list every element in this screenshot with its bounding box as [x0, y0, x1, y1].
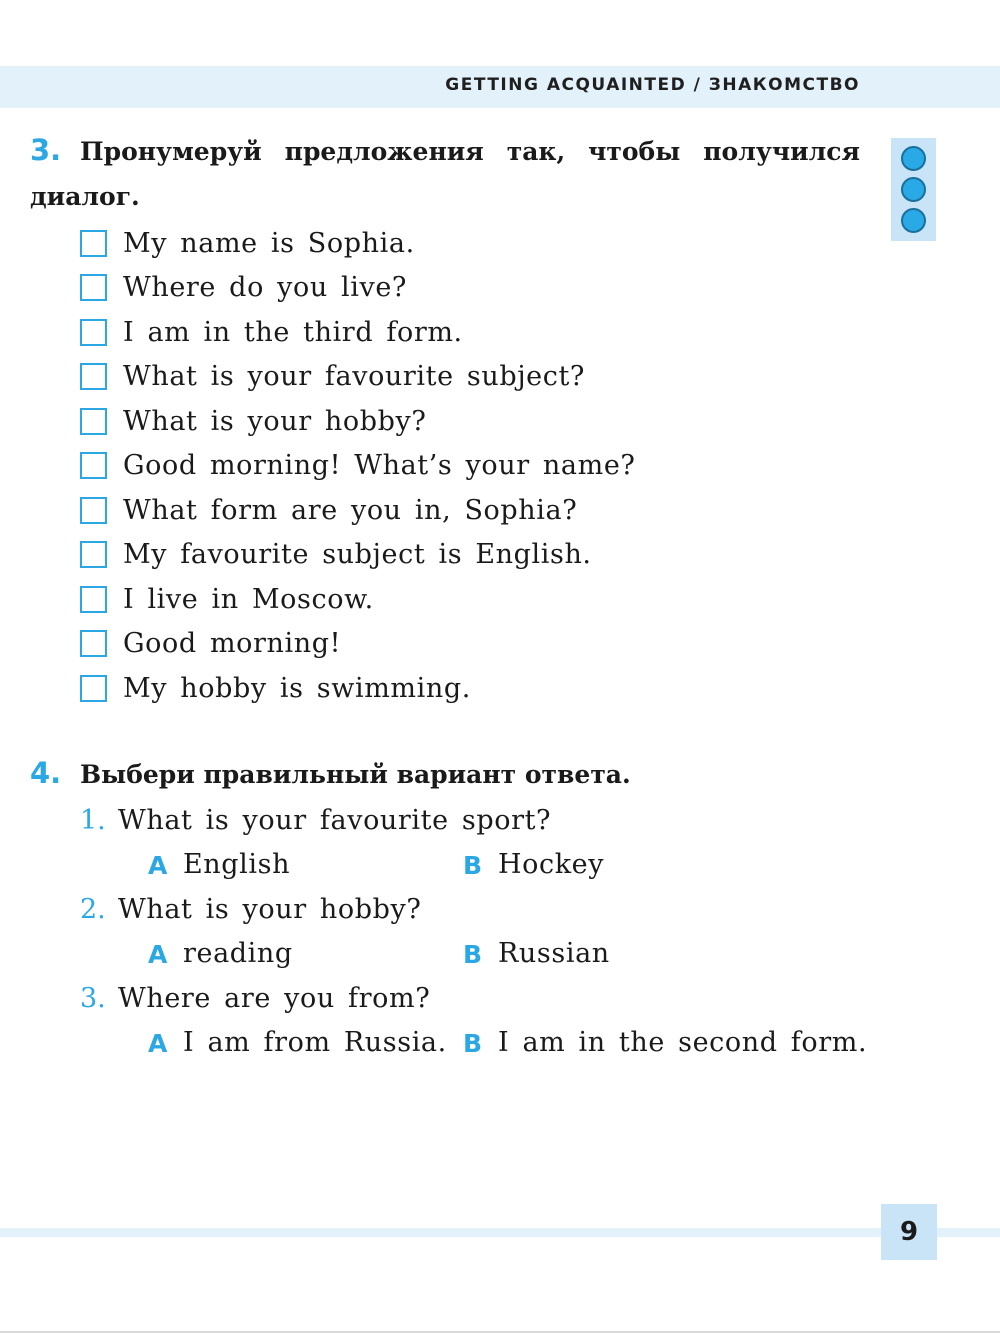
question-number: 3.	[80, 983, 106, 1014]
option-b-label[interactable]: B	[463, 940, 483, 969]
dialog-item	[80, 538, 592, 570]
option-b-label[interactable]: B	[463, 1029, 483, 1058]
difficulty-dot-icon	[901, 208, 926, 233]
dialog-item-text: Good morning! What’s your name?	[123, 449, 636, 481]
difficulty-dot-icon	[901, 146, 926, 171]
question-text: What is your favourite sport?	[118, 805, 552, 836]
dialog-item	[80, 271, 407, 303]
dialog-item-text: I live in Moscow.	[123, 583, 374, 615]
option-b-text[interactable]: Russian	[498, 938, 610, 969]
number-box[interactable]	[80, 274, 107, 301]
task-3-number: 3.	[30, 133, 62, 167]
number-box[interactable]	[80, 363, 107, 390]
dialog-item	[80, 627, 341, 659]
option-a-label[interactable]: A	[148, 1029, 168, 1058]
option-a-text[interactable]: reading	[183, 938, 293, 969]
number-box[interactable]	[80, 497, 107, 524]
footer-band	[0, 1228, 1000, 1237]
task-3-title-word: чтобы	[588, 137, 681, 166]
number-box[interactable]	[80, 675, 107, 702]
option-b-label[interactable]: B	[463, 851, 483, 880]
dialog-item	[80, 227, 415, 259]
task-4-title: Выбери правильный вариант ответа.	[80, 760, 631, 789]
option-b-text[interactable]: Hockey	[498, 849, 605, 880]
option-a-text[interactable]: English	[183, 849, 291, 880]
dialog-item-text: My favourite subject is English.	[123, 538, 592, 570]
dialog-item	[80, 583, 374, 615]
dialog-item	[80, 672, 471, 704]
question-text: Where are you from?	[118, 983, 431, 1014]
task-3-title-word: так,	[506, 137, 566, 166]
dialog-item	[80, 449, 635, 481]
question-text: What is your hobby?	[118, 894, 422, 925]
dialog-item	[80, 316, 463, 348]
task-3-title-line2: диалог.	[30, 182, 140, 211]
task-3-title-word: предложения	[284, 137, 484, 166]
dialog-item-text: What is your favourite subject?	[123, 360, 585, 392]
dialog-item-text: I am in the third form.	[123, 316, 463, 348]
task-3-title-word: Пронумеруй	[80, 137, 262, 166]
number-box[interactable]	[80, 319, 107, 346]
dialog-item-text: Where do you live?	[123, 271, 407, 303]
option-a-text[interactable]: I am from Russia.	[183, 1027, 447, 1058]
number-box[interactable]	[80, 541, 107, 568]
number-box[interactable]	[80, 452, 107, 479]
dialog-item	[80, 494, 577, 526]
difficulty-indicator	[891, 138, 936, 241]
question-number: 2.	[80, 894, 106, 925]
task-3-title-word: получился	[703, 137, 860, 166]
section-title: GETTING ACQUAINTED / ЗНАКОМСТВО	[445, 75, 860, 95]
option-a-label[interactable]: A	[148, 940, 168, 969]
number-box[interactable]	[80, 586, 107, 613]
question-number: 1.	[80, 805, 106, 836]
dialog-item-text: My name is Sophia.	[123, 227, 415, 259]
number-box[interactable]	[80, 230, 107, 257]
dialog-item	[80, 360, 585, 392]
number-box[interactable]	[80, 408, 107, 435]
task-3-title	[80, 137, 860, 166]
dialog-item-text: Good morning!	[123, 627, 342, 659]
option-b-text[interactable]: I am in the second form.	[498, 1027, 868, 1058]
dialog-item	[80, 405, 426, 437]
number-box[interactable]	[80, 630, 107, 657]
page-number: 9	[881, 1204, 937, 1260]
task-4-number: 4.	[30, 756, 62, 790]
option-a-label[interactable]: A	[148, 851, 168, 880]
dialog-item-text: My hobby is swimming.	[123, 672, 471, 704]
difficulty-dot-icon	[901, 177, 926, 202]
dialog-item-text: What form are you in, Sophia?	[123, 494, 578, 526]
dialog-item-text: What is your hobby?	[123, 405, 427, 437]
